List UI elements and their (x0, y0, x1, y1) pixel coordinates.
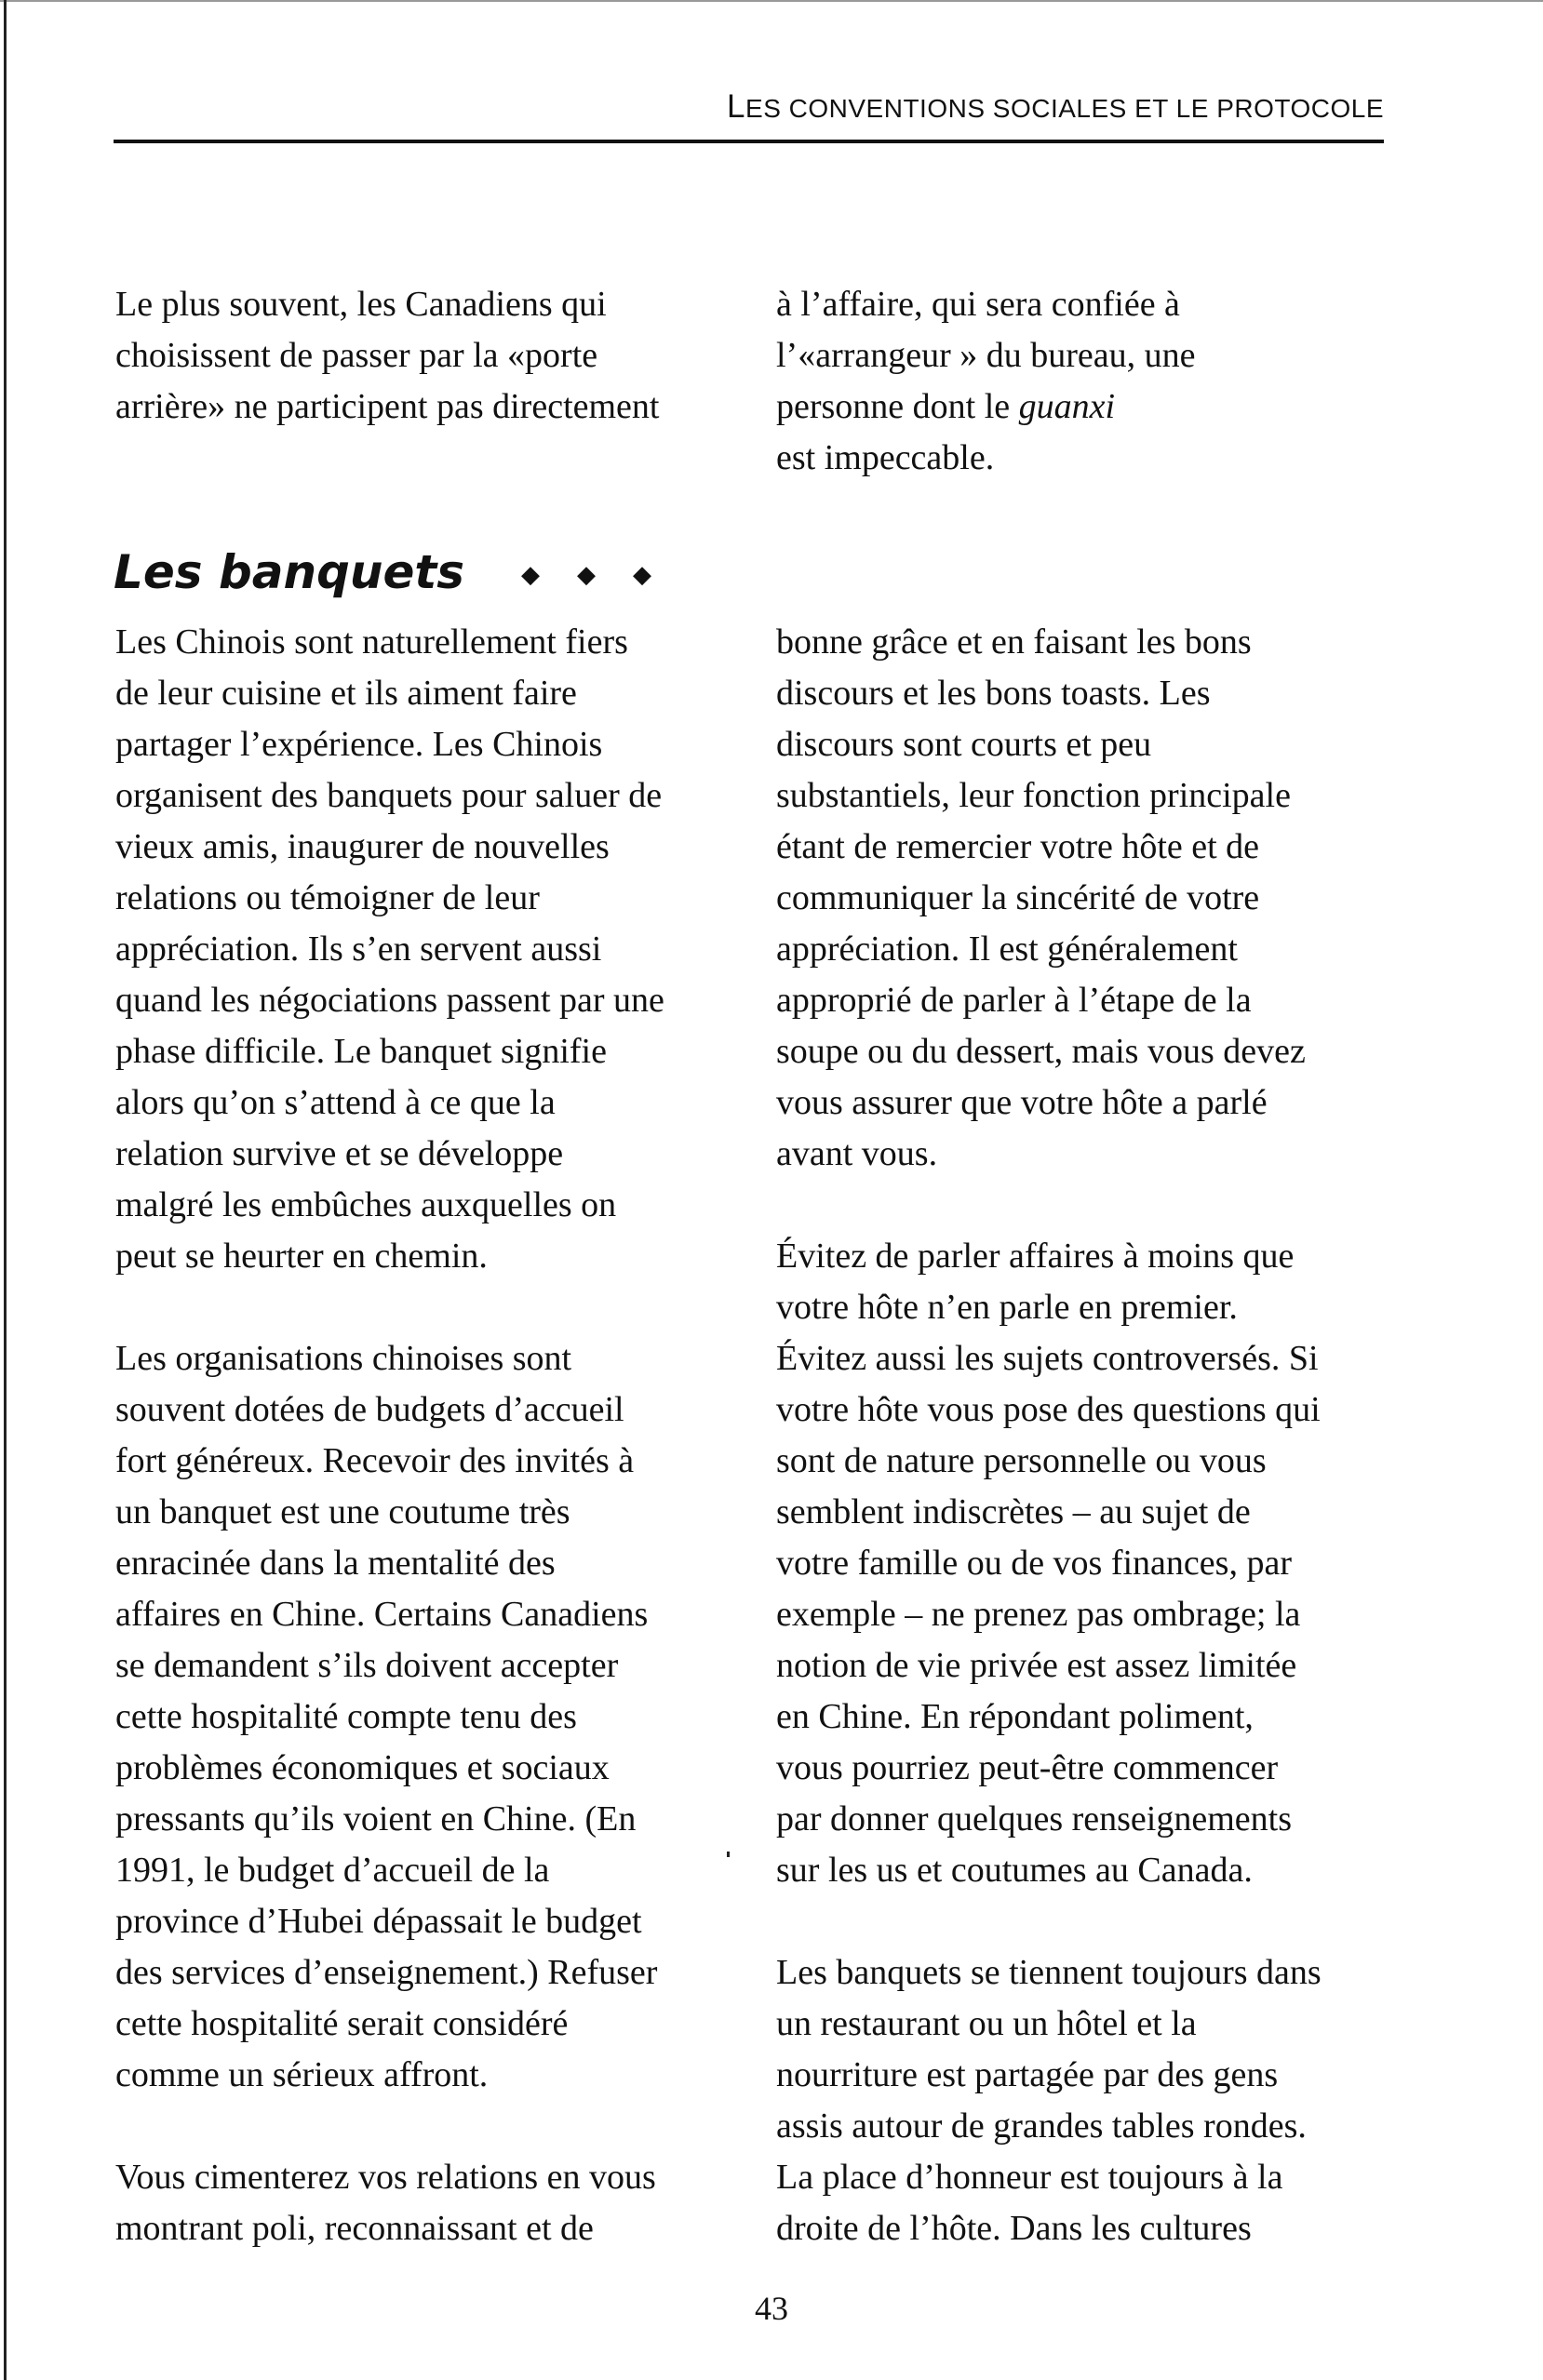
page-top-edge (0, 0, 1543, 2)
text-line: Vous cimenterez vos relations en vous (115, 2158, 656, 2197)
text-line: cette hospitalité serait considéré (115, 2004, 569, 2043)
running-head (114, 88, 1384, 126)
diamond-icon: ◆ (577, 561, 596, 589)
text-line: exemple – ne prenez pas ombrage; la (776, 1595, 1301, 1634)
section-title: Les banquets (114, 545, 465, 599)
text-line: par donner quelques renseignements (776, 1799, 1292, 1838)
text-line: votre famille ou de vos finances, par (776, 1544, 1292, 1583)
text-line: communiquer la sincérité de votre (776, 878, 1260, 917)
text-line: peut se heurter en chemin. (115, 1237, 488, 1276)
text-line: avant vous. (776, 1134, 938, 1173)
text-line: droite de l’hôte. Dans les cultures (776, 2209, 1252, 2248)
text-line: Évitez aussi les sujets controversés. Si (776, 1339, 1319, 1378)
text-line: Les organisations chinoises sont (115, 1339, 572, 1378)
text-line: un banquet est une coutume très (115, 1492, 570, 1531)
text-line: en Chine. En répondant poliment, (776, 1697, 1254, 1736)
text-line: discours sont courts et peu (776, 725, 1152, 764)
text-line: Les Chinois sont naturellement fiers (115, 622, 628, 662)
intro-left-column (115, 279, 748, 433)
text-line: pressants qu’ils voient en Chine. (En (115, 1799, 637, 1838)
text-line: affaires en Chine. Certains Canadiens (115, 1595, 649, 1634)
text-line: discours et les bons toasts. Les (776, 674, 1211, 713)
text-line: votre hôte n’en parle en premier. (776, 1288, 1238, 1327)
text-line: organisent des banquets pour saluer de (115, 776, 663, 815)
text-line: se demandent s’ils doivent accepter (115, 1646, 619, 1685)
intro-right-column (776, 279, 1409, 484)
paragraph-break (776, 1896, 1409, 1947)
text-line: phase difficile. Le banquet signifie (115, 1032, 607, 1071)
text-line: de leur cuisine et ils aiment faire (115, 674, 577, 713)
header-rule (114, 140, 1384, 143)
text-line: notion de vie privée est assez limitée (776, 1646, 1297, 1685)
text-line: Évitez de parler affaires à moins que (776, 1237, 1295, 1276)
text-line: fort généreux. Recevoir des invités à (115, 1441, 635, 1480)
text-line: relation survive et se développe (115, 1134, 564, 1173)
scan-speck (727, 1852, 730, 1857)
text-line: vous assurer que votre hôte a parlé (776, 1083, 1268, 1122)
body-right-column (776, 617, 1409, 2254)
text-line: un restaurant ou un hôtel et la (776, 2004, 1197, 2043)
text-line: malgré les embûches auxquelles on (115, 1185, 617, 1224)
text-line: relations ou témoigner de leur (115, 878, 540, 917)
text-line: l’«arrangeur » du bureau, une (776, 336, 1196, 375)
text-line: appréciation. Il est généralement (776, 929, 1238, 969)
text-line: enracinée dans la mentalité des (115, 1544, 556, 1583)
running-head-rest: ES CONVENTIONS SOCIALES ET LE PROTOCOLE (745, 94, 1384, 123)
text-line: choisissent de passer par la «porte (115, 336, 598, 375)
text-line: partager l’expérience. Les Chinois (115, 725, 603, 764)
text-line: province d’Hubei dépassait le budget (115, 1902, 642, 1941)
diamond-icon: ◆ (633, 561, 651, 589)
text-line: à l’affaire, qui sera confiée à (776, 285, 1180, 324)
page-left-edge (4, 0, 7, 2380)
text-line: montrant poli, reconnaissant et de (115, 2209, 594, 2248)
diamond-icon: ◆ (521, 561, 540, 589)
text-line: arrière» ne participent pas directement (115, 387, 660, 426)
section-ornament (503, 561, 670, 589)
italic-term: guanxi (1018, 387, 1116, 426)
text-line: souvent dotées de budgets d’accueil (115, 1390, 624, 1429)
text-line: alors qu’on s’attend à ce que la (115, 1083, 556, 1122)
text-line: sur les us et coutumes au Canada. (776, 1851, 1253, 1890)
text-line: soupe ou du dessert, mais vous devez (776, 1032, 1306, 1071)
text-line: appréciation. Ils s’en servent aussi (115, 929, 602, 969)
text-line: problèmes économiques et sociaux (115, 1748, 610, 1787)
text-line: nourriture est partagée par des gens (776, 2055, 1279, 2094)
text-line: bonne grâce et en faisant les bons (776, 622, 1252, 662)
text-line: semblent indiscrètes – au sujet de (776, 1492, 1251, 1531)
running-head-initial: L (727, 88, 746, 125)
text-line: comme un sérieux affront. (115, 2055, 489, 2094)
text-fragment: personne dont le (776, 387, 1019, 426)
text-line: cette hospitalité compte tenu des (115, 1697, 577, 1736)
text-line: assis autour de grandes tables rondes. (776, 2106, 1307, 2146)
text-line: quand les négociations passent par une (115, 981, 664, 1020)
text-line: des services d’enseignement.) Refuser (115, 1953, 658, 1992)
text-line: 1991, le budget d’accueil de la (115, 1851, 550, 1890)
body-left-column (115, 617, 748, 2254)
page-number: 43 (755, 2290, 788, 2327)
text-line: Le plus souvent, les Canadiens qui (115, 285, 607, 324)
text-line: substantiels, leur fonction principale (776, 776, 1291, 815)
text-line: est impeccable. (776, 438, 995, 477)
text-line: votre hôte vous pose des questions qui (776, 1390, 1321, 1429)
text-line: vous pourriez peut-être commencer (776, 1748, 1279, 1787)
text-line: sont de nature personnelle ou vous (776, 1441, 1267, 1480)
text-line (776, 381, 1409, 433)
text-line: Les banquets se tiennent toujours dans (776, 1953, 1322, 1992)
text-line: La place d’honneur est toujours à la (776, 2158, 1283, 2197)
paragraph-break (115, 2101, 748, 2152)
paragraph-break (115, 1282, 748, 1333)
text-line: vieux amis, inaugurer de nouvelles (115, 827, 610, 866)
text-line: étant de remercier votre hôte et de (776, 827, 1260, 866)
paragraph-break (776, 1180, 1409, 1231)
text-line: approprié de parler à l’étape de la (776, 981, 1252, 1020)
